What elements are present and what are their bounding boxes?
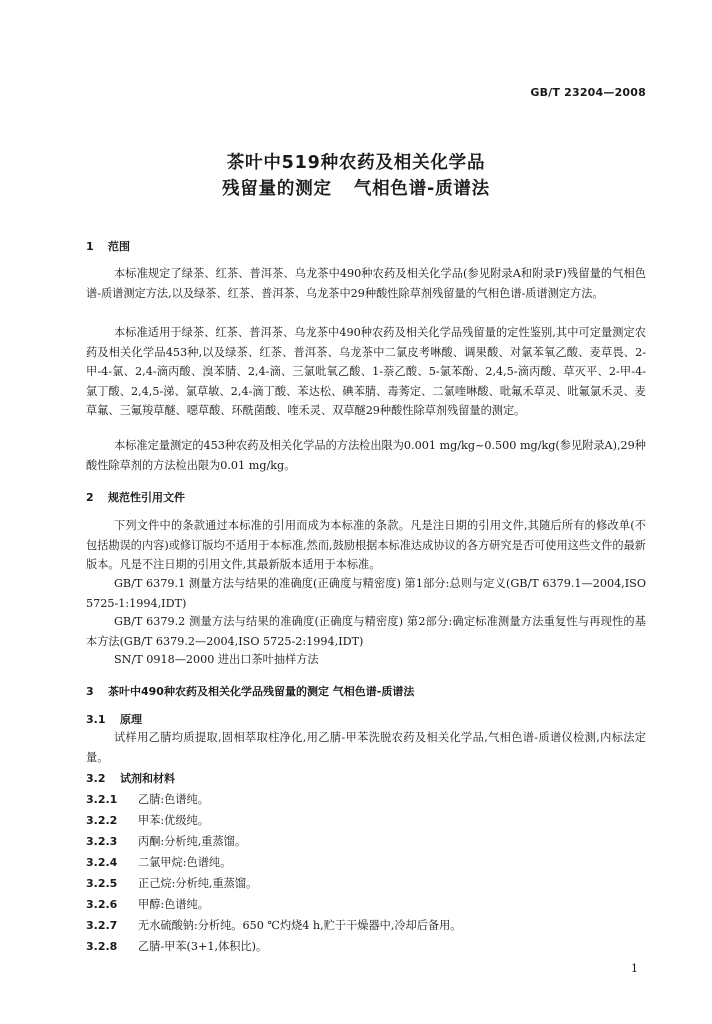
section-1-paragraph-2: 本标准适用于绿茶、红茶、普洱茶、乌龙茶中490种农药及相关化学品残留量的定性鉴别,其中可定量测定农药及相关化学品453种,以及绿茶、红茶、普洱茶、乌龙茶中二氯皮考啉酸、调果酸、对氯苯氧乙酸、麦草畏、2-甲-4-氯、2,4-滴丙酸、溴苯腈、2,4-滴、三氯吡氧乙酸、1-萘乙酸、5-氯苯酚、2,4,5-滴丙酸、草灭平、2-甲-4-氯丁酸、2,4,5-涕、氯草敏、2,4-滴丁酸、苯达松、碘苯腈、毒莠定、二氯喹啉酸、吡氟禾草灵、吡氟氯禾灵、麦草氟、三氟羧草醚、噁草酸、环酰菌酸、喹禾灵、双草醚29种酸性除草剂残留量的测定。: [86, 326, 646, 417]
reagent-item: [86, 896, 209, 912]
reference-3: SN/T 0918—2000 进出口茶叶抽样方法: [114, 653, 319, 666]
section-1-paragraph-1: 本标准规定了绿茶、红茶、普洱茶、乌龙茶中490种农药及相关化学品(参见附录A和附录F)残留量的气相色谱-质谱测定方法,以及绿茶、红茶、普洱茶、乌龙茶中29种酸性除草剂残留量的气相色谱-质谱测定方法。: [86, 267, 646, 300]
item-text: 乙腈-甲苯(3+1,体积比)。: [138, 940, 268, 953]
reagent-item: [86, 917, 462, 933]
item-text: 甲苯:优级纯。: [138, 814, 209, 827]
section-1-paragraph-3: 本标准定量测定的453种农药及相关化学品的方法检出限为0.001 mg/kg~0.500 mg/kg(参见附录A),29种酸性除草剂的方法检出限为0.01 mg/kg。: [86, 439, 646, 472]
section-2-paragraph: 下列文件中的条款通过本标准的引用而成为本标准的条款。凡是注日期的引用文件,其随后所有的修改单(不包括勘误的内容)或修订版均不适用于本标准,然而,鼓励根据本标准达成协议的各方研究是否可使用这些文件的最新版本。凡是不注日期的引用文件,其最新版本适用于本标准。: [86, 519, 646, 571]
item-text: 丙酮:分析纯,重蒸馏。: [138, 835, 247, 848]
subsection-3-1-paragraph: 试样用乙腈均质提取,固相萃取柱净化,用乙腈-甲苯洗脱农药及相关化学品,气相色谱-质谱仪检测,内标法定量。: [86, 731, 646, 764]
page-number: 1: [631, 962, 638, 975]
reagent-item: [86, 791, 209, 807]
reagent-item: [86, 812, 209, 828]
section-number: 1: [86, 240, 94, 253]
reagent-item: [86, 938, 267, 954]
reference-1: GB/T 6379.1 测量方法与结果的准确度(正确度与精密度) 第1部分:总则与定义(GB/T 6379.1—2004,ISO 5725-1:1994,IDT): [86, 577, 646, 610]
section-title: 规范性引用文件: [108, 491, 185, 504]
reagent-item: [86, 833, 246, 849]
item-number: 3.2.4: [86, 856, 118, 869]
document-title-line2: [0, 175, 712, 200]
item-number: 3.2.5: [86, 877, 118, 890]
subsection-3-1-heading: [86, 711, 142, 727]
section-title: 范围: [108, 240, 130, 253]
reference-2: GB/T 6379.2 测量方法与结果的准确度(正确度与精密度) 第2部分:确定标准测量方法重复性与再现性的基本方法(GB/T 6379.2—2004,ISO 5725-2:1994,IDT): [86, 615, 646, 648]
section-1-heading: [86, 238, 130, 254]
item-text: 二氯甲烷:色谱纯。: [138, 856, 232, 869]
item-number: 3.2.6: [86, 898, 118, 911]
reagent-item: [86, 854, 231, 870]
item-text: 无水硫酸钠:分析纯。650 ℃灼烧4 h,贮于干燥器中,冷却后备用。: [138, 919, 462, 932]
subsection-title: 原理: [120, 713, 142, 726]
section-title: 茶叶中490种农药及相关化学品残留量的测定 气相色谱-质谱法: [108, 685, 415, 698]
item-number: 3.2.2: [86, 814, 118, 827]
subsection-number: 3.2: [86, 772, 106, 785]
section-number: 3: [86, 685, 94, 698]
title-part-b: 气相色谱-质谱法: [353, 179, 490, 199]
subsection-title: 试剂和材料: [120, 772, 175, 785]
item-number: 3.2.8: [86, 940, 118, 953]
section-number: 2: [86, 491, 94, 504]
item-text: 甲醇:色谱纯。: [138, 898, 209, 911]
section-3-heading: [86, 683, 414, 699]
item-number: 3.2.1: [86, 793, 118, 806]
section-2-heading: [86, 489, 185, 505]
standard-number: GB/T 23204—2008: [530, 86, 646, 99]
item-number: 3.2.7: [86, 919, 118, 932]
reagent-item: [86, 875, 257, 891]
item-text: 正己烷:分析纯,重蒸馏。: [138, 877, 258, 890]
document-title-line1: 茶叶中519种农药及相关化学品: [226, 153, 486, 173]
item-text: 乙腈:色谱纯。: [138, 793, 209, 806]
item-number: 3.2.3: [86, 835, 118, 848]
subsection-3-2-heading: [86, 770, 175, 786]
subsection-number: 3.1: [86, 713, 106, 726]
title-part-a: 残留量的测定: [222, 179, 332, 199]
